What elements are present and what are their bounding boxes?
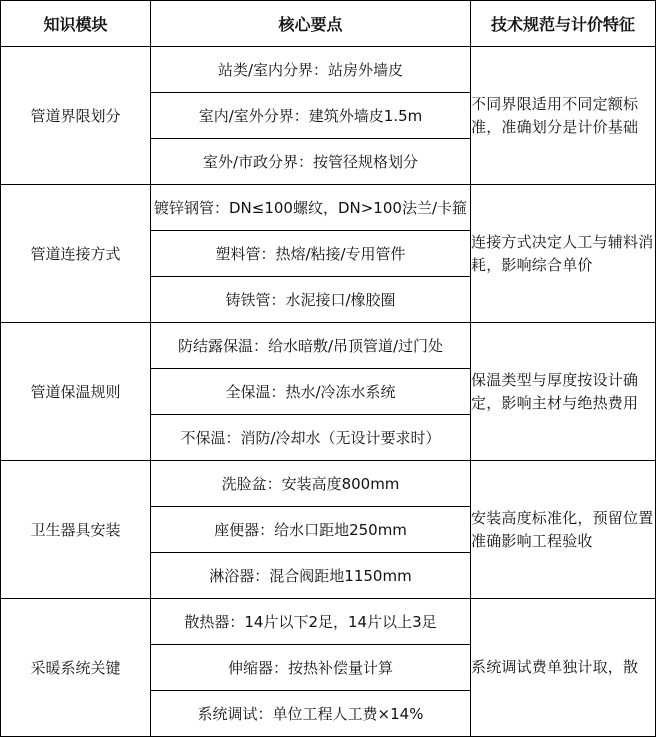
module-cell: 卫生器具安装	[1, 461, 151, 599]
table-row	[1, 185, 656, 231]
point-cell: 不保温：消防/冷却水（无设计要求时）	[151, 415, 471, 461]
header-key-points: 核心要点	[151, 1, 471, 47]
feature-cell: 不同界限适用不同定额标准，准确划分是计价基础	[471, 47, 656, 185]
module-cell: 管道连接方式	[1, 185, 151, 323]
point-cell: 系统调试：单位工程人工费×14%	[151, 691, 471, 737]
point-cell: 站类/室内分界：站房外墙皮	[151, 47, 471, 93]
feature-cell: 安装高度标准化，预留位置准确影响工程验收	[471, 461, 656, 599]
point-cell: 散热器：14片以下2足，14片以上3足	[151, 599, 471, 645]
feature-text-truncated: 系统调试费单独计取，散	[471, 658, 639, 676]
module-cell: 管道界限划分	[1, 47, 151, 185]
table-row	[1, 461, 656, 507]
feature-cell: 连接方式决定人工与辅料消耗，影响综合单价	[471, 185, 656, 323]
point-cell: 镀锌钢管：DN≤100螺纹，DN>100法兰/卡箍	[151, 185, 471, 231]
point-cell: 全保温：热水/冷冻水系统	[151, 369, 471, 415]
point-cell: 塑料管：热熔/粘接/专用管件	[151, 231, 471, 277]
header-module: 知识模块	[1, 1, 151, 47]
header-spec-pricing: 技术规范与计价特征	[471, 1, 656, 47]
point-cell: 伸缩器：按热补偿量计算	[151, 645, 471, 691]
point-cell: 防结露保温：给水暗敷/吊顶管道/过门处	[151, 323, 471, 369]
table-row	[1, 599, 656, 645]
module-cell: 管道保温规则	[1, 323, 151, 461]
point-cell: 淋浴器：混合阀距地1150mm	[151, 553, 471, 599]
point-cell: 座便器：给水口距地250mm	[151, 507, 471, 553]
point-cell: 铸铁管：水泥接口/橡胶圈	[151, 277, 471, 323]
module-cell: 采暖系统关键	[1, 599, 151, 737]
point-cell: 室外/市政分界：按管径规格划分	[151, 139, 471, 185]
point-cell: 洗脸盆：安装高度800mm	[151, 461, 471, 507]
table-header-row	[1, 1, 656, 47]
feature-cell: 保温类型与厚度按设计确定，影响主材与绝热费用	[471, 323, 656, 461]
table-row	[1, 47, 656, 93]
table-row	[1, 323, 656, 369]
feature-cell	[471, 599, 656, 737]
point-cell: 室内/室外分界：建筑外墙皮1.5m	[151, 93, 471, 139]
